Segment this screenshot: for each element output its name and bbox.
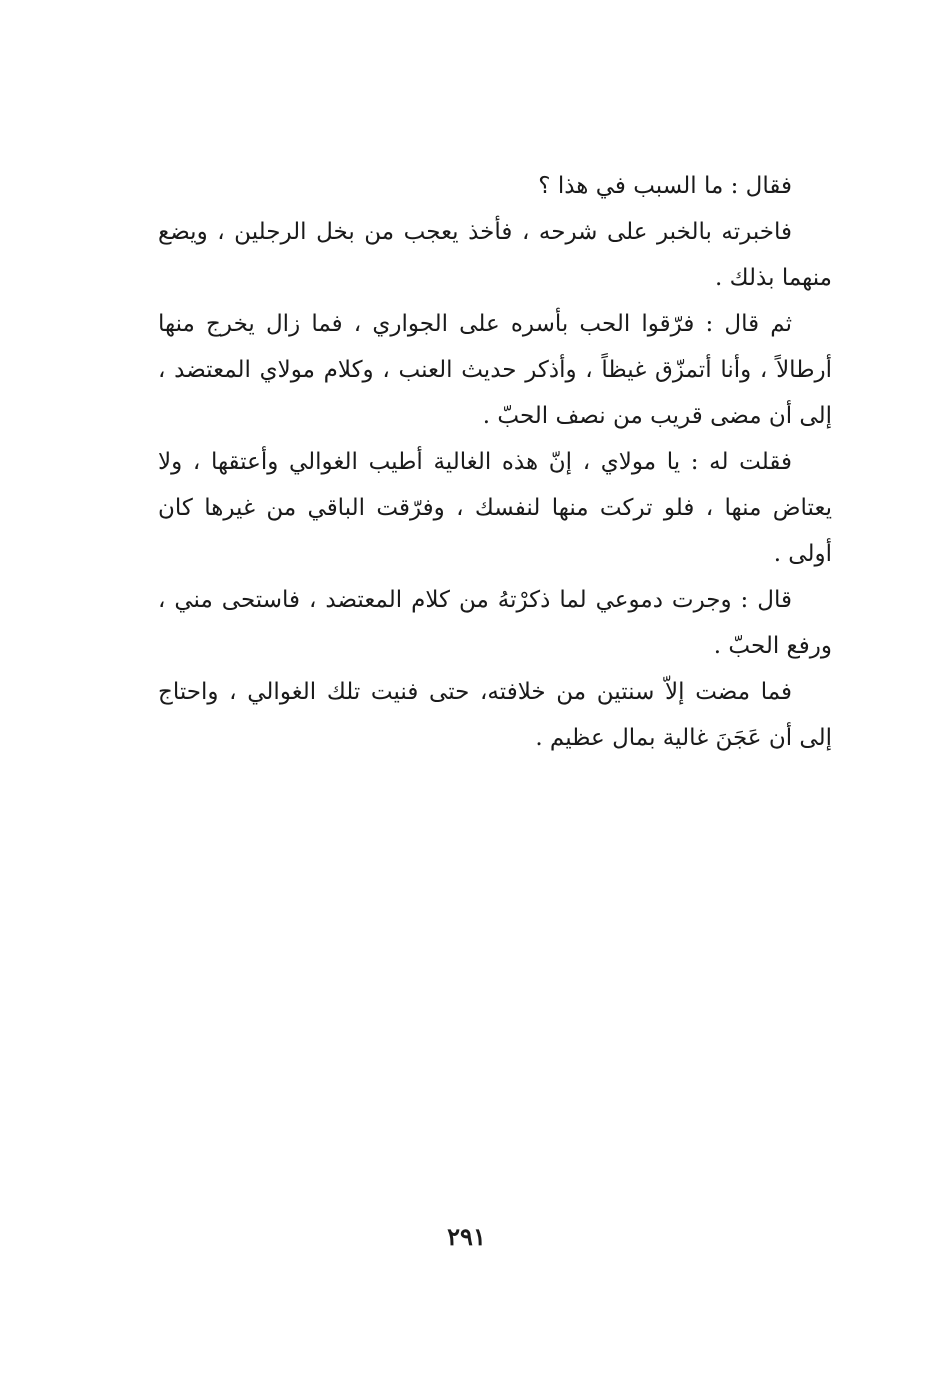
page-body-text: [158, 163, 832, 761]
paragraph: فقال : ما السبب في هذا ؟: [538, 173, 792, 199]
page-number: ٢٩١: [447, 1222, 486, 1251]
paragraph: قال : وجرت دموعي لما ذكرْتهُ من كلام المعتضد ، فاستحى مني ، ورفع الحبّ .: [158, 587, 832, 659]
paragraph: ثم قال : فرّقوا الحب بأسره على الجواري ، فما زال يخرج منها أرطالاً ، وأنا أتمزّق غيظاً ، وأذكر حديث العنب ، وكلام مولاي المعتضد ، إلى أن مضى قريب من نصف الحبّ .: [158, 311, 832, 429]
paragraph: فقلت له : يا مولاي ، إنّ هذه الغالية أطيب الغوالي وأعتقها ، ولا يعتاض منها ، فلو تركت منها لنفسك ، وفرّقت الباقي من غيرها كان أولى .: [158, 449, 832, 567]
paragraph: فما مضت إلاّ سنتين من خلافته، حتى فنيت تلك الغوالي ، واحتاج إلى أن عَجَنَ غالية بمال عظيم .: [158, 679, 832, 751]
paragraph: فاخبرته بالخبر على شرحه ، فأخذ يعجب من بخل الرجلين ، ويضع منهما بذلك .: [158, 219, 832, 291]
